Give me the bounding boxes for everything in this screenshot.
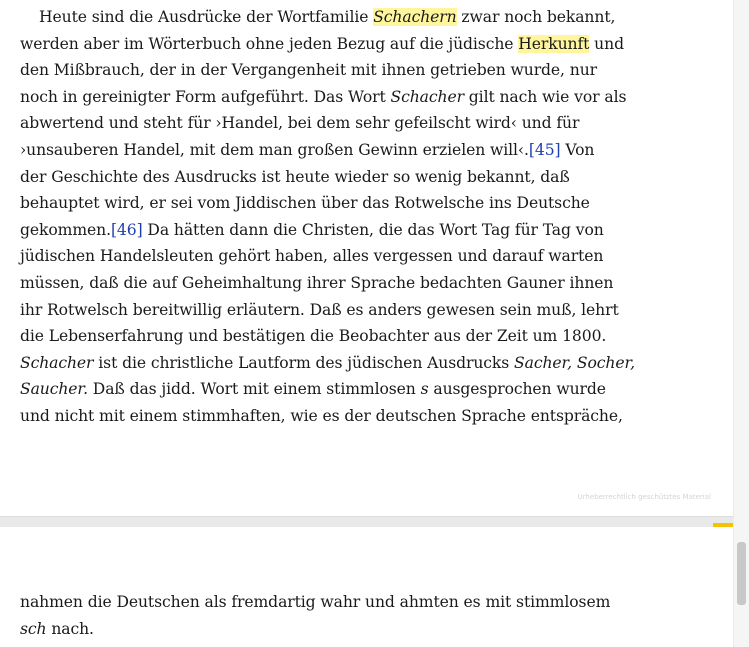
text-line: ihr Rotwelsch bereitwillig erläutern. Daß es anders gewesen sein muß, lehrt bbox=[20, 300, 619, 319]
text-line: sch nach. bbox=[20, 619, 94, 638]
footnote-link-45[interactable]: [45] bbox=[528, 140, 561, 159]
scrollbar-thumb[interactable] bbox=[737, 542, 746, 605]
text-line: der Geschichte des Ausdrucks ist heute wieder so wenig bekannt, daß bbox=[20, 167, 570, 186]
text-line: Schacher ist die christliche Lautform des jüdischen Ausdrucks Sacher, Socher, bbox=[20, 353, 635, 372]
page-body-text bbox=[20, 4, 710, 430]
text-line: behauptet wird, er sei vom Jiddischen über das Rotwelsche ins Deutsche bbox=[20, 194, 590, 213]
book-page-next bbox=[0, 527, 734, 647]
page-separator bbox=[0, 516, 734, 527]
text-line: Heute sind die Ausdrücke der Wortfamilie Schachern zwar noch bekannt, bbox=[39, 8, 616, 26]
text-line: den Mißbrauch, der in der Vergangenheit mit ihnen getrieben wurde, nur bbox=[20, 61, 598, 80]
text-line: müssen, daß die auf Geheimhaltung ihrer Sprache bedachten Gauner ihnen bbox=[20, 273, 614, 292]
footnote-link-46[interactable]: [46] bbox=[110, 220, 143, 239]
copyright-watermark: Urheberrechtlich geschütztes Material bbox=[577, 493, 711, 501]
highlight-herkunft[interactable]: Herkunft bbox=[518, 34, 590, 53]
text-line: ›unsauberen Handel, mit dem man großen Gewinn erzielen will‹.[45] Von bbox=[20, 140, 595, 159]
text-line: nahmen die Deutschen als fremdartig wahr und ahmten es mit stimmlosem bbox=[20, 593, 611, 611]
text-line: Saucher. Daß das jidd. Wort mit einem stimmlosen s ausgesprochen wurde bbox=[20, 380, 606, 399]
text-line: werden aber im Wörterbuch ohne jeden Bezug auf die jüdische Herkunft und bbox=[20, 34, 624, 53]
highlight-schachern[interactable]: Schachern bbox=[373, 8, 457, 26]
text-line: jüdischen Handelsleuten gehört haben, alles vergessen und darauf warten bbox=[20, 247, 604, 266]
text-line: abwertend und steht für ›Handel, bei dem sehr gefeilscht wird‹ und für bbox=[20, 114, 580, 133]
text-line: noch in gereinigter Form aufgeführt. Das Wort Schacher gilt nach wie vor als bbox=[20, 87, 627, 106]
text-line: die Lebenserfahrung und bestätigen die Beobachter aus der Zeit um 1800. bbox=[20, 327, 607, 346]
text-line: gekommen.[46] Da hätten dann die Christen, die das Wort Tag für Tag von bbox=[20, 220, 604, 239]
page-body-text bbox=[20, 589, 710, 642]
text-line: und nicht mit einem stimmhaften, wie es der deutschen Sprache entspräche, bbox=[20, 406, 623, 425]
vertical-scrollbar[interactable] bbox=[733, 0, 749, 647]
